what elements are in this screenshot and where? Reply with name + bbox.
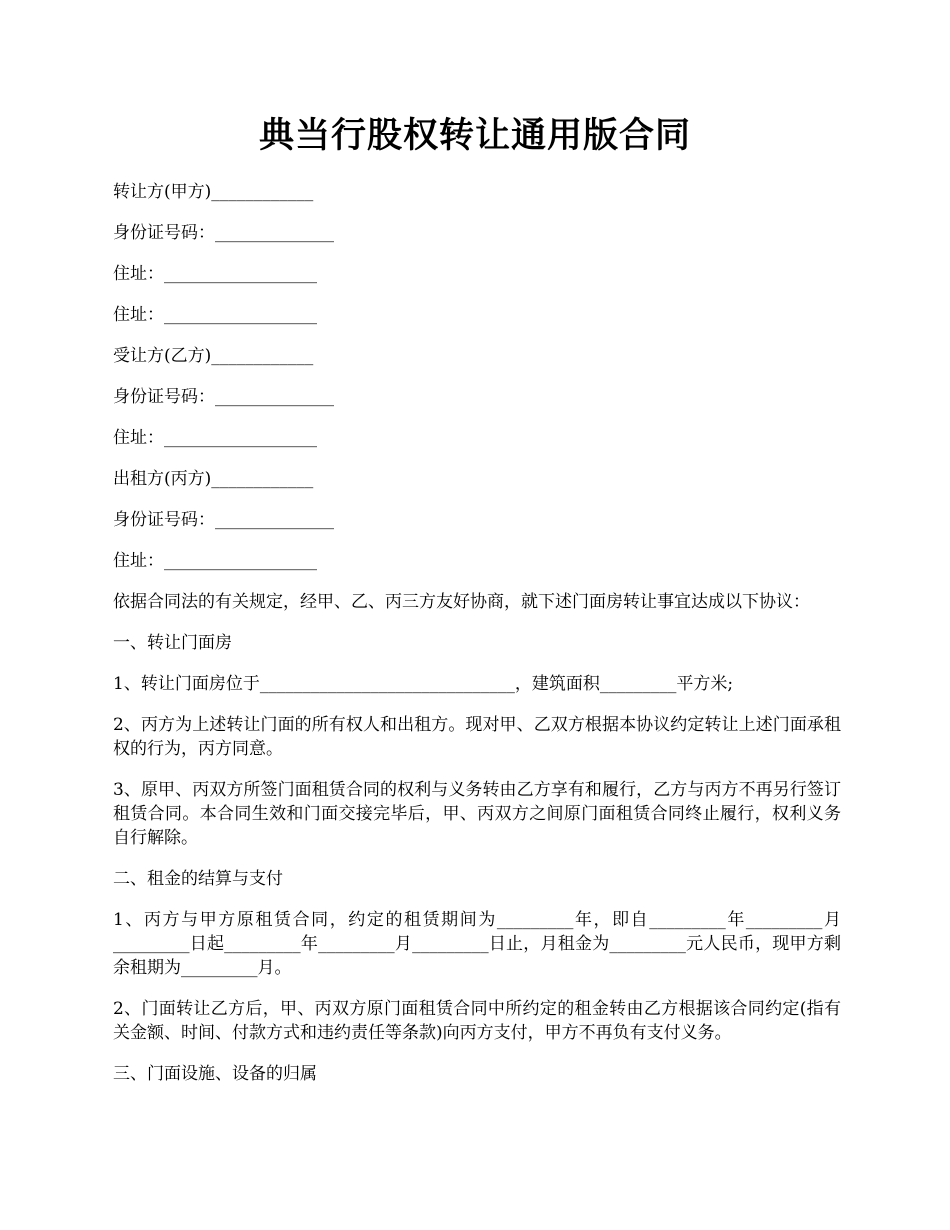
section-2-heading: 二、租金的结算与支付 — [113, 869, 283, 889]
transferee-id-line: 身份证号码：______________ — [113, 387, 334, 407]
section-1-item-3: 3、原甲、丙双方所签门面租赁合同的权利与义务转由乙方享有和履行，乙方与丙方不再另行签订租赁合同。本合同生效和门面交接完毕后，甲、丙双方之间原门面租赁合同终止履行，权利义务自行解除。 — [113, 780, 841, 848]
transferee-address-line: 住址：__________________ — [113, 428, 317, 448]
section-1-heading: 一、转让门面房 — [113, 633, 232, 653]
section-2-item-1: 1、丙方与甲方原租赁合同，约定的租赁期间为_________年，即自_________年_________月_________日起_________年_________月_________日止，月租金为_________元人民币，现甲方剩余租期为_________月。 — [113, 910, 841, 978]
lessor-line: 出租方(丙方)____________ — [113, 469, 314, 489]
lessor-address-line: 住址：__________________ — [113, 551, 317, 571]
transferee-line: 受让方(乙方)____________ — [113, 346, 314, 366]
intro-paragraph: 依据合同法的有关规定，经甲、乙、丙三方友好协商，就下述门面房转让事宜达成以下协议： — [113, 592, 810, 612]
section-2-item-2: 2、门面转让乙方后，甲、丙双方原门面租赁合同中所约定的租金转由乙方根据该合同约定(指有关金额、时间、付款方式和违约责任等条款)向丙方支付，甲方不再负有支付义务。 — [113, 999, 841, 1043]
document-title: 典当行股权转让通用版合同 — [258, 115, 691, 156]
transferor-line: 转让方(甲方)____________ — [113, 182, 314, 202]
transferor-address-line: 住址：__________________ — [113, 264, 317, 284]
section-1-item-1: 1、转让门面房位于______________________________，建筑面积_________平方米; — [113, 674, 734, 694]
transferor-id-line: 身份证号码：______________ — [113, 223, 334, 243]
lessor-id-line: 身份证号码：______________ — [113, 510, 334, 530]
transferor-address-line-2: 住址：__________________ — [113, 305, 317, 325]
section-1-item-2: 2、丙方为上述转让门面的所有权人和出租方。现对甲、乙双方根据本协议约定转让上述门面承租权的行为，丙方同意。 — [113, 715, 841, 759]
section-3-heading: 三、门面设施、设备的归属 — [113, 1064, 317, 1084]
document-body — [113, 180, 841, 1103]
